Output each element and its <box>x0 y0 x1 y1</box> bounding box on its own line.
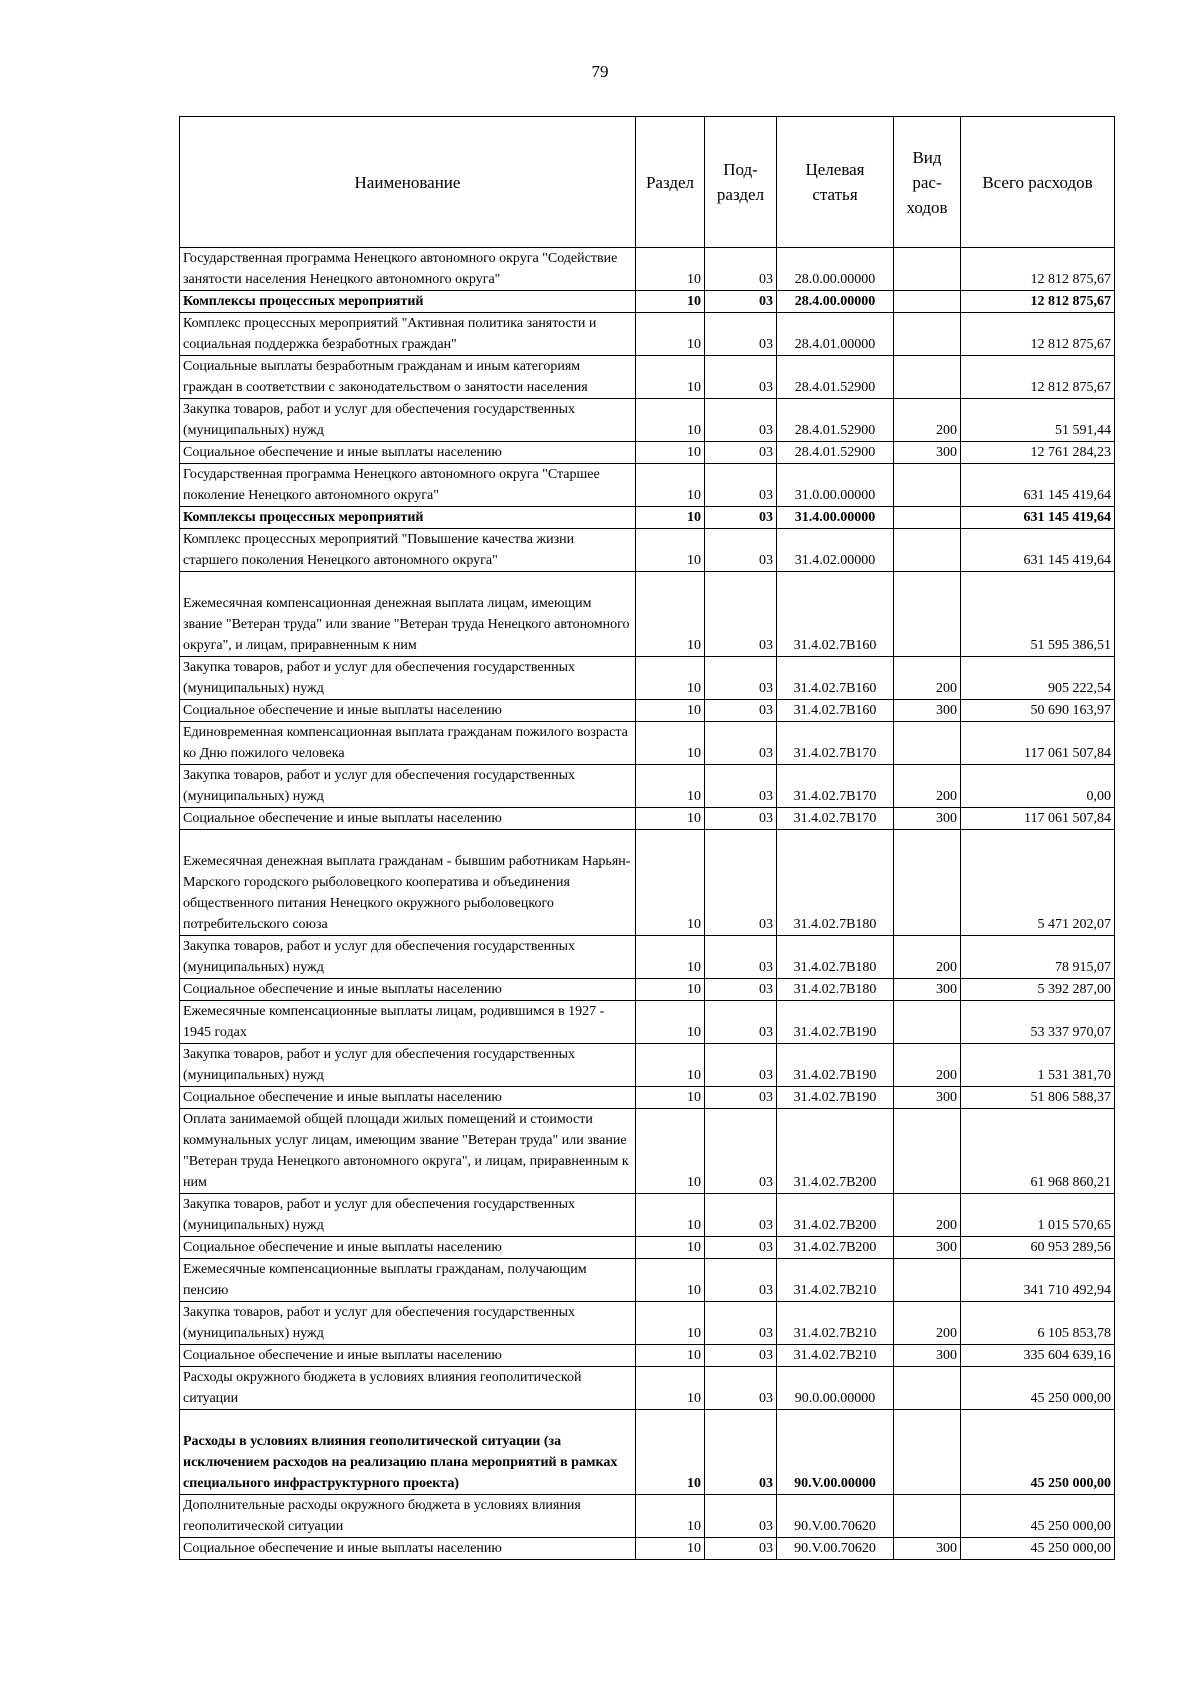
row-name: Расходы в условиях влияния геополитической ситуации (за исключением расходов на реализацию плана мероприятий в рамках специального инфраструктурного проекта) <box>180 1410 636 1495</box>
row-celevaya: 90.V.00.00000 <box>777 1410 894 1495</box>
row-name: Социальное обеспечение и иные выплаты населению <box>180 700 636 722</box>
table-row <box>180 722 1115 765</box>
row-razdel: 10 <box>636 1345 705 1367</box>
table-row <box>180 442 1115 464</box>
row-vid: 200 <box>894 936 961 979</box>
table-row <box>180 830 1115 936</box>
row-name: Социальное обеспечение и иные выплаты населению <box>180 1538 636 1560</box>
row-total: 51 591,44 <box>961 399 1115 442</box>
row-total: 61 968 860,21 <box>961 1109 1115 1194</box>
table-row <box>180 1302 1115 1345</box>
row-vid: 300 <box>894 1087 961 1109</box>
row-name: Закупка товаров, работ и услуг для обеспечения государственных (муниципальных) нужд <box>180 1302 636 1345</box>
row-vid <box>894 291 961 313</box>
row-podrazdel: 03 <box>705 1044 777 1087</box>
row-vid <box>894 1259 961 1302</box>
row-razdel: 10 <box>636 808 705 830</box>
row-total: 6 105 853,78 <box>961 1302 1115 1345</box>
row-vid <box>894 1410 961 1495</box>
header-celevaya-statya: Целевая статья <box>777 117 894 248</box>
row-vid: 200 <box>894 657 961 700</box>
table-row <box>180 529 1115 572</box>
row-name: Социальное обеспечение и иные выплаты населению <box>180 808 636 830</box>
row-razdel: 10 <box>636 1495 705 1538</box>
row-razdel: 10 <box>636 507 705 529</box>
row-razdel: 10 <box>636 765 705 808</box>
row-total: 117 061 507,84 <box>961 808 1115 830</box>
row-celevaya: 31.4.02.7В170 <box>777 808 894 830</box>
row-total: 631 145 419,64 <box>961 507 1115 529</box>
table-row <box>180 1237 1115 1259</box>
row-razdel: 10 <box>636 979 705 1001</box>
row-razdel: 10 <box>636 1194 705 1237</box>
row-celevaya: 31.4.02.7В180 <box>777 979 894 1001</box>
row-razdel: 10 <box>636 722 705 765</box>
row-total: 45 250 000,00 <box>961 1538 1115 1560</box>
row-podrazdel: 03 <box>705 529 777 572</box>
row-podrazdel: 03 <box>705 722 777 765</box>
row-total: 78 915,07 <box>961 936 1115 979</box>
row-total: 45 250 000,00 <box>961 1495 1115 1538</box>
row-podrazdel: 03 <box>705 1302 777 1345</box>
row-podrazdel: 03 <box>705 1237 777 1259</box>
table-row <box>180 1495 1115 1538</box>
row-total: 631 145 419,64 <box>961 464 1115 507</box>
table-row <box>180 1259 1115 1302</box>
row-razdel: 10 <box>636 936 705 979</box>
row-razdel: 10 <box>636 1087 705 1109</box>
row-celevaya: 28.0.00.00000 <box>777 248 894 291</box>
row-podrazdel: 03 <box>705 1345 777 1367</box>
row-celevaya: 31.4.02.7В160 <box>777 657 894 700</box>
row-vid <box>894 830 961 936</box>
table-row <box>180 1109 1115 1194</box>
table-row <box>180 572 1115 657</box>
row-total: 45 250 000,00 <box>961 1367 1115 1410</box>
row-total: 5 471 202,07 <box>961 830 1115 936</box>
row-total: 12 761 284,23 <box>961 442 1115 464</box>
row-vid: 300 <box>894 1237 961 1259</box>
row-razdel: 10 <box>636 313 705 356</box>
row-podrazdel: 03 <box>705 291 777 313</box>
header-vid-rashodov: Вид рас- ходов <box>894 117 961 248</box>
row-celevaya: 31.4.02.7В160 <box>777 700 894 722</box>
row-razdel: 10 <box>636 1109 705 1194</box>
table-row <box>180 313 1115 356</box>
row-razdel: 10 <box>636 1538 705 1560</box>
row-podrazdel: 03 <box>705 979 777 1001</box>
table-row <box>180 507 1115 529</box>
row-podrazdel: 03 <box>705 1087 777 1109</box>
row-name: Закупка товаров, работ и услуг для обеспечения государственных (муниципальных) нужд <box>180 765 636 808</box>
row-name: Комплекс процессных мероприятий "Повышение качества жизни старшего поколения Ненецкого автономного округа" <box>180 529 636 572</box>
table-header <box>180 117 1115 248</box>
row-celevaya: 31.4.02.7В200 <box>777 1194 894 1237</box>
row-podrazdel: 03 <box>705 1410 777 1495</box>
row-celevaya: 28.4.01.52900 <box>777 399 894 442</box>
row-vid: 200 <box>894 399 961 442</box>
row-celevaya: 31.4.02.7В170 <box>777 722 894 765</box>
row-total: 53 337 970,07 <box>961 1001 1115 1044</box>
page-number: 79 <box>591 62 609 81</box>
row-total: 335 604 639,16 <box>961 1345 1115 1367</box>
row-celevaya: 31.4.02.7В160 <box>777 572 894 657</box>
row-vid <box>894 248 961 291</box>
table-row <box>180 1538 1115 1560</box>
row-razdel: 10 <box>636 1044 705 1087</box>
row-total: 60 953 289,56 <box>961 1237 1115 1259</box>
row-total: 1 015 570,65 <box>961 1194 1115 1237</box>
row-vid <box>894 722 961 765</box>
table-row <box>180 936 1115 979</box>
table-row <box>180 248 1115 291</box>
table-row <box>180 1044 1115 1087</box>
row-name: Закупка товаров, работ и услуг для обеспечения государственных (муниципальных) нужд <box>180 936 636 979</box>
row-vid: 200 <box>894 765 961 808</box>
table-row <box>180 399 1115 442</box>
row-celevaya: 31.4.02.7В180 <box>777 830 894 936</box>
row-celevaya: 90.V.00.70620 <box>777 1538 894 1560</box>
row-name: Социальное обеспечение и иные выплаты населению <box>180 442 636 464</box>
row-celevaya: 28.4.01.52900 <box>777 442 894 464</box>
header-total: Всего расходов <box>961 117 1115 248</box>
row-razdel: 10 <box>636 248 705 291</box>
row-razdel: 10 <box>636 464 705 507</box>
row-podrazdel: 03 <box>705 248 777 291</box>
row-razdel: 10 <box>636 1302 705 1345</box>
row-podrazdel: 03 <box>705 830 777 936</box>
row-razdel: 10 <box>636 356 705 399</box>
row-name: Ежемесячные компенсационные выплаты гражданам, получающим пенсию <box>180 1259 636 1302</box>
row-total: 117 061 507,84 <box>961 722 1115 765</box>
row-total: 0,00 <box>961 765 1115 808</box>
table-row <box>180 657 1115 700</box>
row-celevaya: 31.4.02.7В170 <box>777 765 894 808</box>
row-podrazdel: 03 <box>705 657 777 700</box>
row-podrazdel: 03 <box>705 464 777 507</box>
row-total: 12 812 875,67 <box>961 356 1115 399</box>
table-row <box>180 1194 1115 1237</box>
row-vid: 300 <box>894 979 961 1001</box>
table-row <box>180 1367 1115 1410</box>
row-vid: 300 <box>894 442 961 464</box>
row-podrazdel: 03 <box>705 765 777 808</box>
header-razdel: Раздел <box>636 117 705 248</box>
row-total: 631 145 419,64 <box>961 529 1115 572</box>
table-row <box>180 808 1115 830</box>
row-podrazdel: 03 <box>705 1109 777 1194</box>
table-row <box>180 464 1115 507</box>
row-name: Социальное обеспечение и иные выплаты населению <box>180 979 636 1001</box>
row-name: Комплекс процессных мероприятий "Активная политика занятости и социальная поддержка безработных граждан" <box>180 313 636 356</box>
row-name: Расходы окружного бюджета в условиях влияния геополитической ситуации <box>180 1367 636 1410</box>
row-razdel: 10 <box>636 442 705 464</box>
row-vid <box>894 464 961 507</box>
row-podrazdel: 03 <box>705 442 777 464</box>
row-name: Комплексы процессных мероприятий <box>180 291 636 313</box>
row-celevaya: 31.4.00.00000 <box>777 507 894 529</box>
row-vid: 300 <box>894 808 961 830</box>
table-row <box>180 291 1115 313</box>
row-vid <box>894 1001 961 1044</box>
row-podrazdel: 03 <box>705 1001 777 1044</box>
header-podrazdel: Под- раздел <box>705 117 777 248</box>
row-celevaya: 31.4.02.7В190 <box>777 1044 894 1087</box>
row-celevaya: 28.4.01.00000 <box>777 313 894 356</box>
row-total: 12 812 875,67 <box>961 248 1115 291</box>
row-celevaya: 31.4.02.7В200 <box>777 1109 894 1194</box>
row-name: Закупка товаров, работ и услуг для обеспечения государственных (муниципальных) нужд <box>180 657 636 700</box>
row-vid <box>894 1367 961 1410</box>
row-celevaya: 31.4.02.7В190 <box>777 1087 894 1109</box>
row-name: Государственная программа Ненецкого автономного округа "Старшее поколение Ненецкого автономного округа" <box>180 464 636 507</box>
row-podrazdel: 03 <box>705 1367 777 1410</box>
table-row <box>180 1345 1115 1367</box>
row-podrazdel: 03 <box>705 808 777 830</box>
row-total: 50 690 163,97 <box>961 700 1115 722</box>
row-name: Закупка товаров, работ и услуг для обеспечения государственных (муниципальных) нужд <box>180 1044 636 1087</box>
row-razdel: 10 <box>636 572 705 657</box>
row-name: Социальное обеспечение и иные выплаты населению <box>180 1087 636 1109</box>
row-vid <box>894 1109 961 1194</box>
row-celevaya: 31.4.02.7В210 <box>777 1302 894 1345</box>
row-vid: 300 <box>894 1345 961 1367</box>
row-name: Закупка товаров, работ и услуг для обеспечения государственных (муниципальных) нужд <box>180 399 636 442</box>
table-row <box>180 1410 1115 1495</box>
row-podrazdel: 03 <box>705 700 777 722</box>
row-celevaya: 31.4.02.7В210 <box>777 1259 894 1302</box>
row-razdel: 10 <box>636 1410 705 1495</box>
row-celevaya: 31.4.02.7В180 <box>777 936 894 979</box>
row-total: 5 392 287,00 <box>961 979 1115 1001</box>
row-podrazdel: 03 <box>705 1495 777 1538</box>
row-razdel: 10 <box>636 291 705 313</box>
row-name: Комплексы процессных мероприятий <box>180 507 636 529</box>
row-razdel: 10 <box>636 1367 705 1410</box>
row-celevaya: 31.4.02.7В210 <box>777 1345 894 1367</box>
row-name: Закупка товаров, работ и услуг для обеспечения государственных (муниципальных) нужд <box>180 1194 636 1237</box>
row-name: Единовременная компенсационная выплата гражданам пожилого возраста ко Дню пожилого человека <box>180 722 636 765</box>
row-razdel: 10 <box>636 1237 705 1259</box>
row-total: 12 812 875,67 <box>961 313 1115 356</box>
row-podrazdel: 03 <box>705 507 777 529</box>
row-vid <box>894 572 961 657</box>
row-name: Ежемесячная денежная выплата гражданам - бывшим работникам Нарьян-Марского городского рыболовецкого кооператива и объединения общественного питания Ненецкого окружного рыболовецкого потребительского союза <box>180 830 636 936</box>
row-vid: 200 <box>894 1302 961 1345</box>
row-name: Государственная программа Ненецкого автономного округа "Содействие занятости населения Ненецкого автономного округа" <box>180 248 636 291</box>
row-podrazdel: 03 <box>705 1538 777 1560</box>
row-total: 51 806 588,37 <box>961 1087 1115 1109</box>
row-name: Ежемесячная компенсационная денежная выплата лицам, имеющим звание "Ветеран труда" или звание "Ветеран труда Ненецкого автономного округа", и лицам, приравненным к ним <box>180 572 636 657</box>
row-vid: 300 <box>894 1538 961 1560</box>
row-vid <box>894 507 961 529</box>
row-name: Социальные выплаты безработным гражданам и иным категориям граждан в соответствии с законодательством о занятости населения <box>180 356 636 399</box>
row-name: Социальное обеспечение и иные выплаты населению <box>180 1237 636 1259</box>
row-total: 341 710 492,94 <box>961 1259 1115 1302</box>
row-name: Ежемесячные компенсационные выплаты лицам, родившимся в 1927 - 1945 годах <box>180 1001 636 1044</box>
row-razdel: 10 <box>636 830 705 936</box>
row-celevaya: 90.V.00.70620 <box>777 1495 894 1538</box>
header-name: Наименование <box>180 117 636 248</box>
row-celevaya: 31.0.00.00000 <box>777 464 894 507</box>
row-vid: 200 <box>894 1194 961 1237</box>
table-row <box>180 979 1115 1001</box>
row-celevaya: 31.4.02.7В200 <box>777 1237 894 1259</box>
row-podrazdel: 03 <box>705 1194 777 1237</box>
row-podrazdel: 03 <box>705 356 777 399</box>
table-row <box>180 765 1115 808</box>
budget-table <box>179 116 1115 1560</box>
row-vid <box>894 1495 961 1538</box>
row-total: 45 250 000,00 <box>961 1410 1115 1495</box>
row-celevaya: 90.0.00.00000 <box>777 1367 894 1410</box>
row-name: Оплата занимаемой общей площади жилых помещений и стоимости коммунальных услуг лицам, имеющим звание "Ветеран труда" или звание "Ветеран труда Ненецкого автономного округа", и лицам, приравненным к ним <box>180 1109 636 1194</box>
row-vid <box>894 529 961 572</box>
row-total: 51 595 386,51 <box>961 572 1115 657</box>
row-total: 1 531 381,70 <box>961 1044 1115 1087</box>
row-vid: 200 <box>894 1044 961 1087</box>
row-razdel: 10 <box>636 1259 705 1302</box>
row-total: 12 812 875,67 <box>961 291 1115 313</box>
row-razdel: 10 <box>636 657 705 700</box>
table-row <box>180 356 1115 399</box>
row-celevaya: 28.4.01.52900 <box>777 356 894 399</box>
row-podrazdel: 03 <box>705 313 777 356</box>
row-podrazdel: 03 <box>705 399 777 442</box>
row-total: 905 222,54 <box>961 657 1115 700</box>
row-vid <box>894 313 961 356</box>
row-podrazdel: 03 <box>705 936 777 979</box>
row-vid: 300 <box>894 700 961 722</box>
row-name: Дополнительные расходы окружного бюджета в условиях влияния геополитической ситуации <box>180 1495 636 1538</box>
row-vid <box>894 356 961 399</box>
row-razdel: 10 <box>636 700 705 722</box>
row-celevaya: 28.4.00.00000 <box>777 291 894 313</box>
table-row <box>180 700 1115 722</box>
row-celevaya: 31.4.02.00000 <box>777 529 894 572</box>
row-razdel: 10 <box>636 399 705 442</box>
row-celevaya: 31.4.02.7В190 <box>777 1001 894 1044</box>
table-row <box>180 1001 1115 1044</box>
row-podrazdel: 03 <box>705 1259 777 1302</box>
table-row <box>180 1087 1115 1109</box>
row-razdel: 10 <box>636 529 705 572</box>
row-razdel: 10 <box>636 1001 705 1044</box>
row-podrazdel: 03 <box>705 572 777 657</box>
row-name: Социальное обеспечение и иные выплаты населению <box>180 1345 636 1367</box>
